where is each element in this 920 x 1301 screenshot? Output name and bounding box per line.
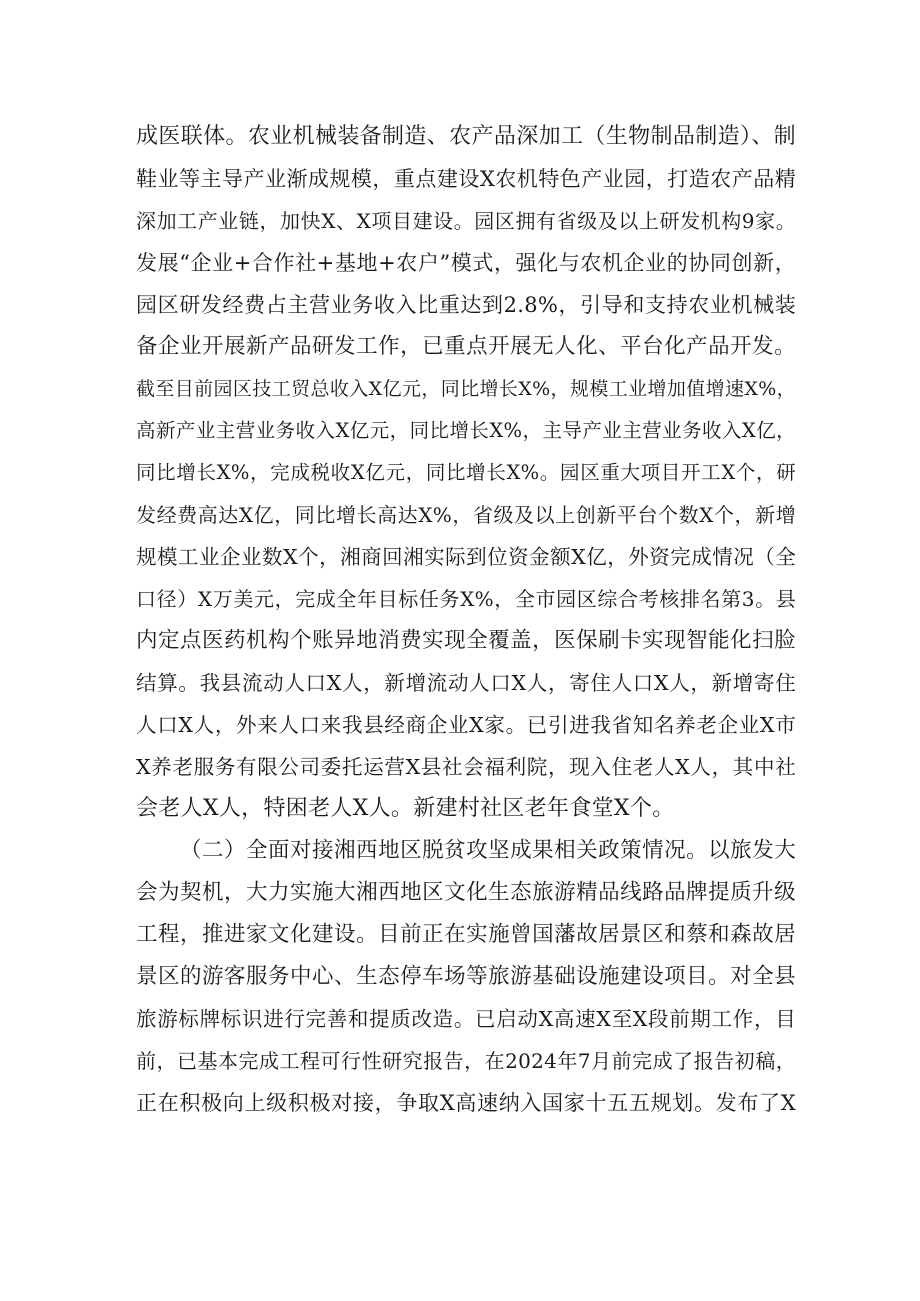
- paragraph-line: 截至目前园区技工贸总收入X亿元，同比增长X%，规模工业增加值增速X%，: [136, 378, 796, 400]
- paragraph-line: 内定点医药机构个账异地消费实现全覆盖，医保刷卡实现智能化扫脸: [136, 628, 796, 653]
- paragraph-line: 鞋业等主导产业渐成规模，重点建设X农机特色产业园，打造农产品精: [136, 167, 796, 191]
- paragraph-line: 结算。我县流动人口X人，新增流动人口X人，寄住人口X人，新增寄住: [136, 671, 796, 695]
- section-heading-line: （二）全面对接湘西地区脱贫攻坚成果相关政策情况。以旅发大: [180, 838, 796, 863]
- paragraph-line: 园区研发经费占主营业务收入比重达到2.8%，引导和支持农业机械装: [136, 293, 796, 317]
- paragraph-line: 发经费高达X亿，同比增长高达X%，省级及以上创新平台个数X个，新增: [136, 503, 796, 527]
- paragraph-line: 备企业开展新产品研发工作，已重点开展无人化、平台化产品开发。: [136, 334, 796, 359]
- paragraph-line: 会为契机，大力实施大湘西地区文化生态旅游精品线路品牌提质升级: [136, 880, 796, 905]
- paragraph-line: X养老服务有限公司委托运营X县社会福利院，现入住老人X人，其中社: [136, 755, 796, 779]
- paragraph-line: 发展“企业+合作社+基地+农户”模式，强化与农机企业的协同创新，: [136, 251, 796, 275]
- paragraph-line: 会老人X人，特困老人X人。新建村社区老年食堂X个。: [136, 796, 675, 821]
- paragraph-line: 口径）X万美元，完成全年目标任务X%，全市园区综合考核排名第3。县: [136, 587, 796, 611]
- paragraph-line: 深加工产业链，加快X、X项目建设。园区拥有省级及以上研发机构9家。: [136, 209, 796, 233]
- paragraph-line: 景区的游客服务中心、生态停车场等旅游基础设施建设项目。对全县: [136, 964, 796, 989]
- paragraph-line: 成医联体。农业机械装备制造、农产品深加工（生物制品制造）、制: [136, 124, 796, 149]
- paragraph-line: 高新产业主营业务收入X亿元，同比增长X%，主导产业主营业务收入X亿，: [136, 419, 796, 442]
- paragraph-line: 人口X人，外来人口来我县经商企业X家。已引进我省知名养老企业X市: [136, 713, 796, 737]
- paragraph-line: 旅游标牌标识进行完善和提质改造。已启动X高速X至X段前期工作，目: [136, 1007, 796, 1031]
- paragraph-line: 正在积极向上级积极对接，争取X高速纳入国家十五五规划。发布了X: [136, 1091, 796, 1115]
- paragraph-line: 工程，推进家文化建设。目前正在实施曾国藩故居景区和蔡和森故居: [136, 922, 796, 947]
- paragraph-line: 前，已基本完成工程可行性研究报告，在2024年7月前完成了报告初稿，: [136, 1049, 796, 1073]
- paragraph-line: 规模工业企业数X个，湘商回湘实际到位资金额X亿，外资完成情况（全: [136, 545, 796, 569]
- paragraph-line: 同比增长X%，完成税收X亿元，同比增长X%。园区重大项目开工X个，研: [136, 461, 796, 484]
